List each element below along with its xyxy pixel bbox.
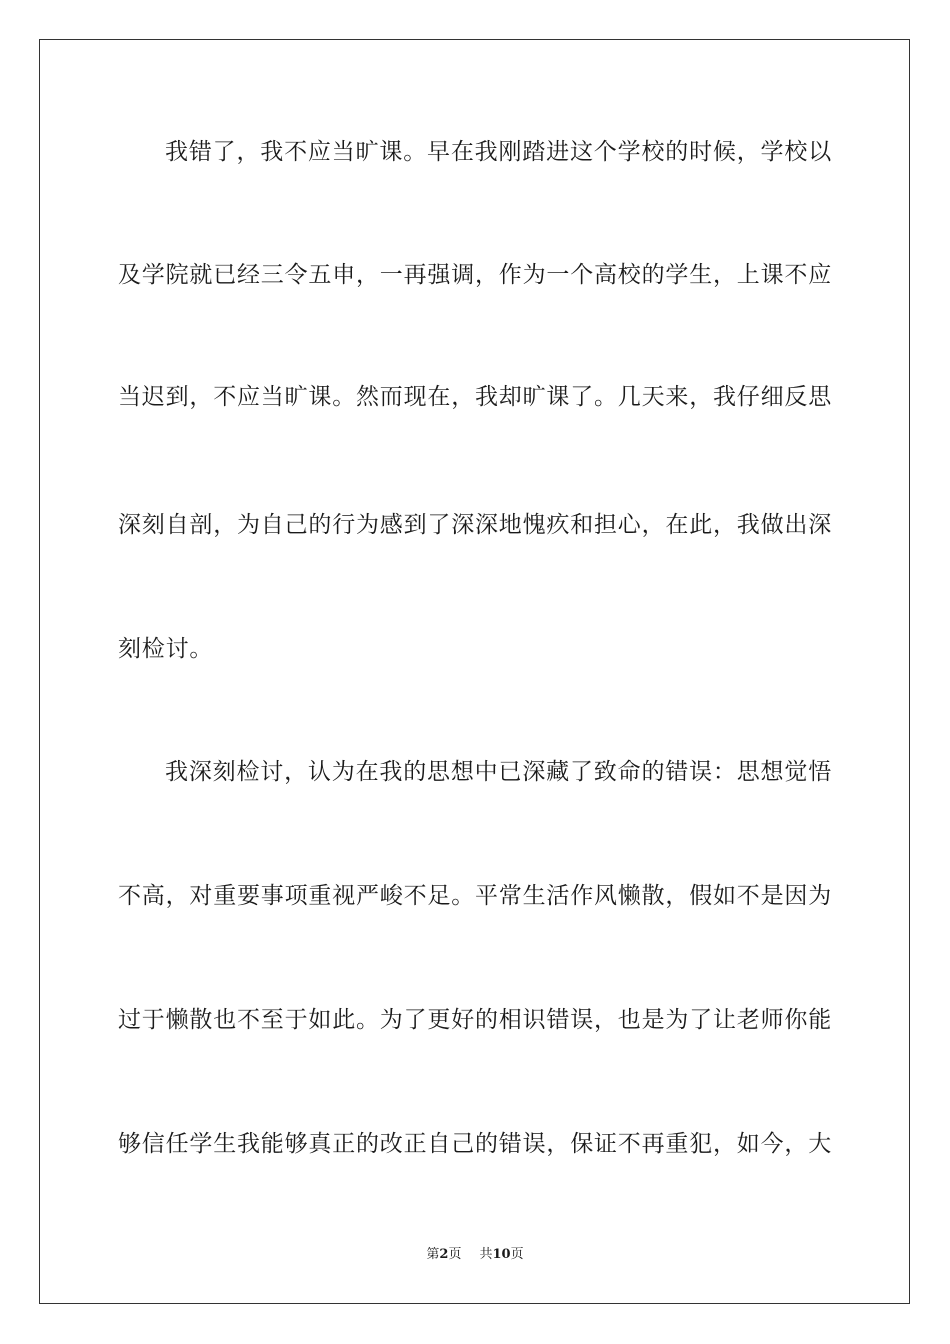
footer-page-number: 2 — [439, 1247, 449, 1262]
footer-total-suffix: 页 — [510, 1247, 524, 1262]
paragraph-2-line-4: 够信任学生我能够真正的改正自己的错误，保证不再重犯，如今，大 — [118, 1131, 832, 1157]
paragraph-2-line-1: 我深刻检讨，认为在我的思想中已深藏了致命的错误：思想觉悟 — [165, 759, 832, 785]
paragraph-1-line-3: 当迟到，不应当旷课。然而现在，我却旷课了。几天来，我仔细反思 — [118, 384, 832, 410]
paragraph-1-line-2: 及学院就已经三令五申，一再强调，作为一个高校的学生，上课不应 — [118, 262, 832, 288]
paragraph-2-line-3: 过于懒散也不至于如此。为了更好的相识错误，也是为了让老师你能 — [118, 1007, 832, 1033]
paragraph-1-line-4: 深刻自剖，为自己的行为感到了深深地愧疚和担心，在此，我做出深 — [118, 512, 832, 538]
page-footer — [0, 1246, 950, 1264]
footer-total-pages: 10 — [492, 1247, 511, 1262]
paragraph-1-line-5: 刻检讨。 — [118, 636, 214, 662]
paragraph-2-line-2: 不高，对重要事项重视严峻不足。平常生活作风懒散，假如不是因为 — [118, 883, 832, 909]
footer-page-prefix: 第 — [426, 1247, 440, 1262]
page-border — [39, 39, 910, 1304]
paragraph-1-line-1: 我错了，我不应当旷课。早在我刚踏进这个学校的时候，学校以 — [165, 139, 832, 165]
footer-total-prefix: 共 — [479, 1247, 493, 1262]
footer-page-suffix: 页 — [448, 1247, 462, 1262]
